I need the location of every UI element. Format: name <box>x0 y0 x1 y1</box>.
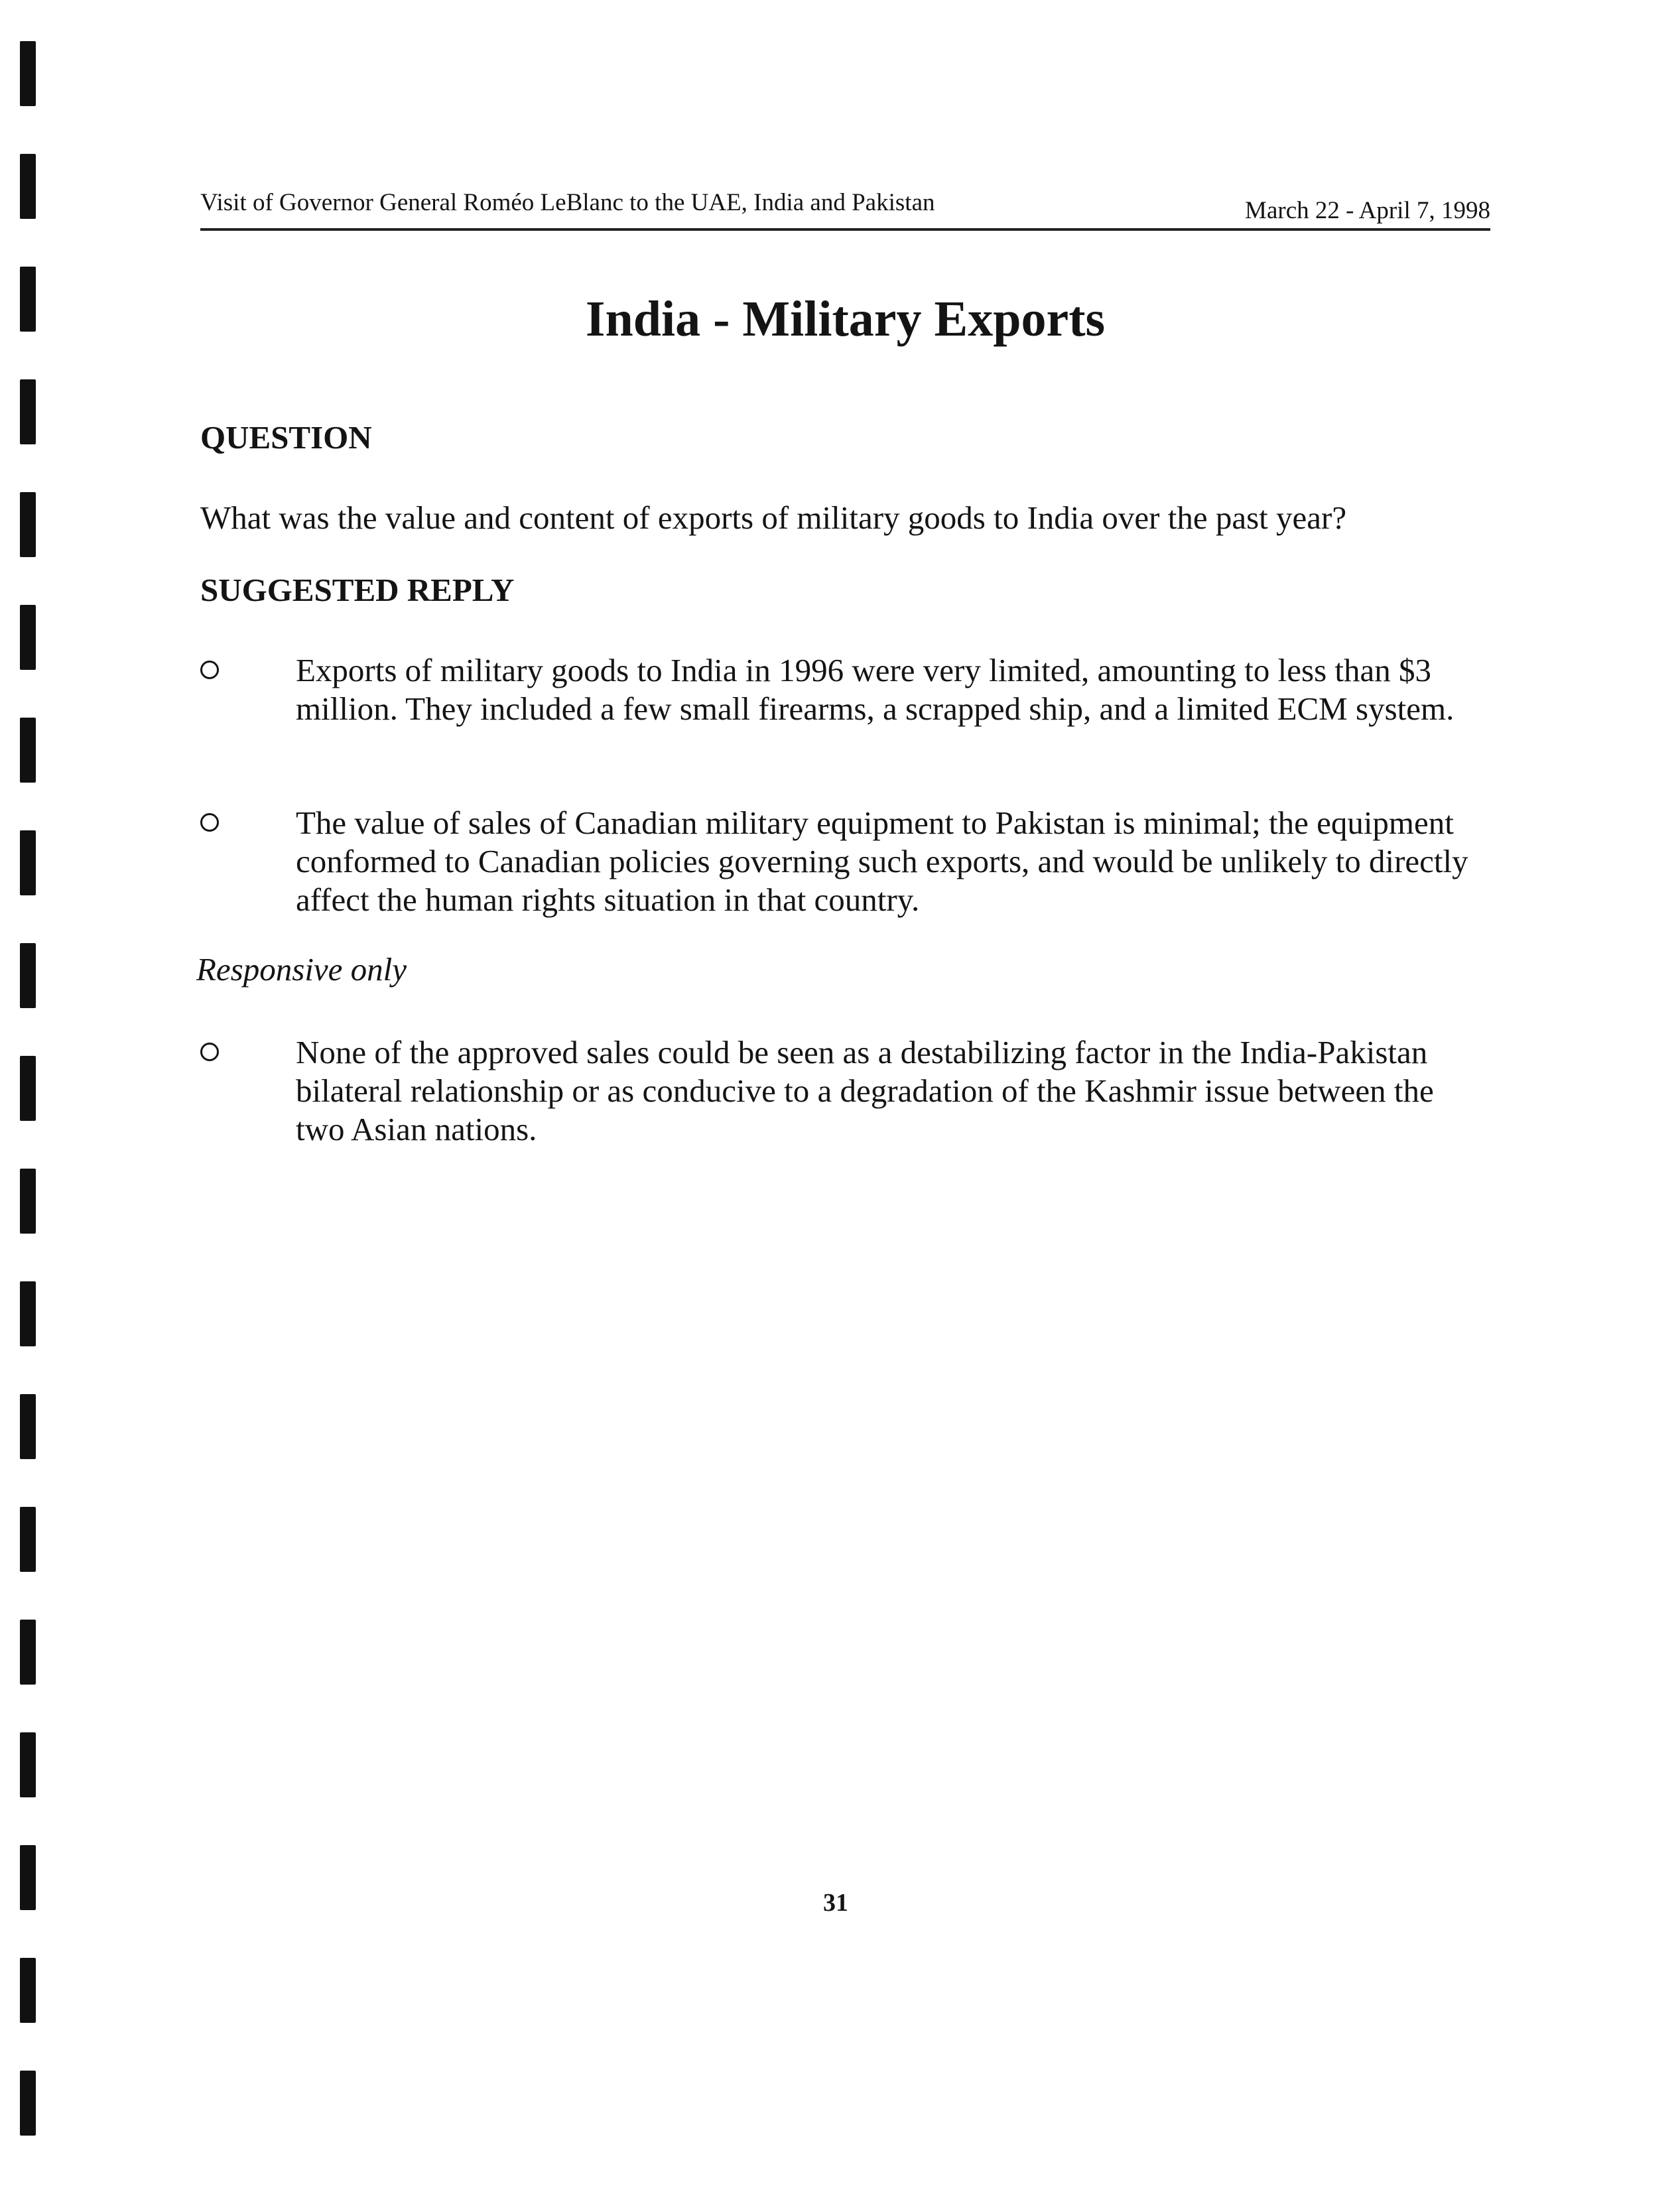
binder-mark <box>20 830 36 895</box>
binder-mark <box>20 41 36 106</box>
binder-mark <box>20 2071 36 2136</box>
binder-mark <box>20 1056 36 1121</box>
suggested-reply-heading: SUGGESTED REPLY <box>200 572 515 608</box>
binder-punch-marks <box>20 41 37 2163</box>
binder-mark <box>20 1281 36 1346</box>
header-date-range: March 22 - April 7, 1998 <box>1245 197 1490 224</box>
list-item-text: The value of sales of Canadian military equipment to Pakistan is minimal; the equipment conformed to Canadian policies governing such exports, and would be unlikely to directly affect the human rights situation in that country. <box>296 804 1468 918</box>
page-title: India - Military Exports <box>585 291 1106 347</box>
header-visit-title: Visit of Governor General Roméo LeBlanc to the UAE, India and Pakistan <box>200 189 935 216</box>
circle-bullet-icon <box>200 661 219 679</box>
list-item-text: None of the approved sales could be seen as a destabilizing factor in the India-Pakistan bilateral relationship or as conducive to a degradation of the Kashmir issue between the two Asian nations. <box>296 1034 1434 1147</box>
binder-mark <box>20 718 36 783</box>
binder-mark <box>20 1845 36 1910</box>
binder-mark <box>20 1394 36 1459</box>
binder-mark <box>20 605 36 670</box>
responsive-only-label: Responsive only <box>196 951 407 988</box>
binder-mark <box>20 1507 36 1572</box>
circle-bullet-icon <box>200 813 219 832</box>
binder-mark <box>20 267 36 332</box>
binder-mark <box>20 1620 36 1685</box>
binder-mark <box>20 379 36 444</box>
list-item-text: Exports of military goods to India in 1996 were very limited, amounting to less than $3 million. They included a few small firearms, a scrapped ship, and a limited ECM system. <box>296 652 1454 727</box>
binder-mark <box>20 1732 36 1797</box>
binder-mark <box>20 1958 36 2023</box>
question-text: What was the value and content of exports of military goods to India over the past year? <box>200 499 1347 536</box>
binder-mark <box>20 1169 36 1234</box>
binder-mark <box>20 154 36 219</box>
question-heading: QUESTION <box>200 419 372 456</box>
page-number: 31 <box>823 1889 848 1917</box>
binder-mark <box>20 492 36 557</box>
running-header <box>200 188 1490 231</box>
binder-mark <box>20 943 36 1008</box>
circle-bullet-icon <box>200 1043 219 1061</box>
